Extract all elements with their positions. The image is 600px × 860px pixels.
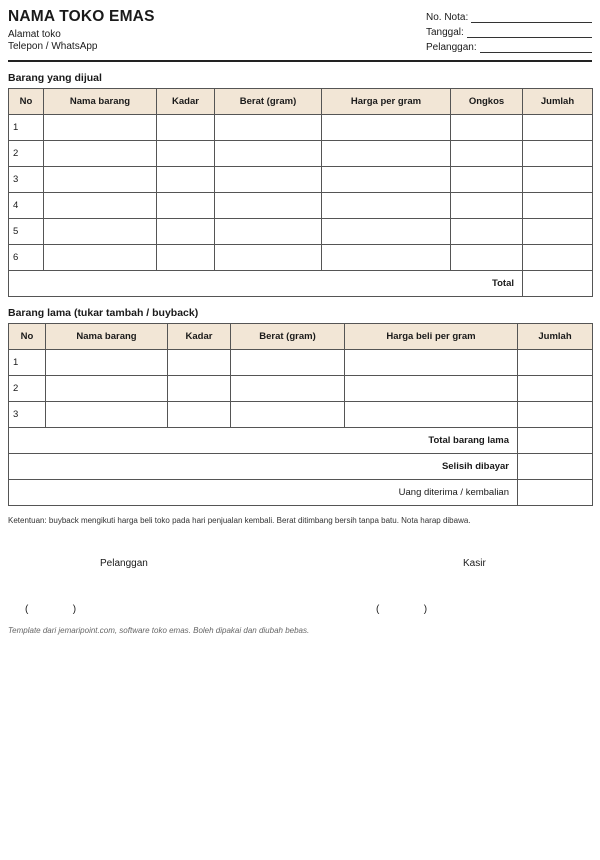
buyback-total-label: Total barang lama	[9, 428, 518, 454]
table-row	[9, 350, 593, 376]
receipt-meta	[426, 8, 592, 53]
row-number: 3	[9, 402, 46, 428]
cell-amount[interactable]	[518, 376, 593, 402]
shop-address: Alamat toko	[8, 29, 61, 40]
date-line	[467, 27, 592, 38]
cell-purity[interactable]	[157, 141, 215, 167]
cell-amount[interactable]	[523, 193, 593, 219]
cell-purity[interactable]	[157, 245, 215, 271]
table-row	[9, 141, 593, 167]
row-number: 4	[9, 193, 44, 219]
buyback-col-amount: Jumlah	[518, 324, 593, 350]
cell-amount[interactable]	[523, 141, 593, 167]
sales-col-fee: Ongkos	[451, 89, 523, 115]
buyback-table	[8, 323, 593, 506]
receipt-header	[8, 8, 592, 62]
cell-purity[interactable]	[157, 115, 215, 141]
note-number-label: No. Nota:	[426, 12, 469, 23]
difference-row	[9, 454, 593, 480]
sales-section-title: Barang yang dijual	[8, 72, 102, 84]
cell-weight[interactable]	[231, 350, 345, 376]
sales-table	[8, 88, 593, 297]
customer-line	[480, 42, 592, 53]
table-row	[9, 167, 593, 193]
receipt-page	[8, 8, 592, 525]
cell-price[interactable]	[322, 141, 451, 167]
buyback-col-item: Nama barang	[46, 324, 168, 350]
cell-fee[interactable]	[451, 115, 523, 141]
received-value[interactable]	[518, 480, 593, 506]
cell-amount[interactable]	[518, 402, 593, 428]
cell-item[interactable]	[46, 376, 168, 402]
difference-value[interactable]	[518, 454, 593, 480]
cell-weight[interactable]	[231, 402, 345, 428]
cell-item[interactable]	[46, 402, 168, 428]
cell-fee[interactable]	[451, 219, 523, 245]
sales-header-row	[9, 89, 593, 115]
customer-label: Pelanggan:	[426, 42, 477, 53]
buyback-col-weight: Berat (gram)	[231, 324, 345, 350]
note-number-field[interactable]	[426, 8, 592, 23]
sales-total-label: Total	[9, 271, 523, 297]
sales-total-row	[9, 271, 593, 297]
cell-purity[interactable]	[157, 219, 215, 245]
row-number: 2	[9, 376, 46, 402]
buyback-col-purity: Kadar	[168, 324, 231, 350]
customer-signature-label: Pelanggan	[100, 558, 148, 569]
cell-fee[interactable]	[451, 141, 523, 167]
cell-amount[interactable]	[518, 350, 593, 376]
cell-purity[interactable]	[157, 167, 215, 193]
cell-item[interactable]	[44, 245, 157, 271]
row-number: 6	[9, 245, 44, 271]
cell-item[interactable]	[44, 219, 157, 245]
customer-field[interactable]	[426, 38, 592, 53]
cell-price[interactable]	[322, 167, 451, 193]
cell-weight[interactable]	[231, 376, 345, 402]
cell-weight[interactable]	[215, 167, 322, 193]
row-number: 2	[9, 141, 44, 167]
cell-item[interactable]	[44, 167, 157, 193]
table-row	[9, 193, 593, 219]
cell-buy-price[interactable]	[345, 402, 518, 428]
cell-price[interactable]	[322, 115, 451, 141]
cell-price[interactable]	[322, 245, 451, 271]
table-row	[9, 402, 593, 428]
table-row	[9, 245, 593, 271]
buyback-col-no: No	[9, 324, 46, 350]
cell-weight[interactable]	[215, 115, 322, 141]
sales-col-weight: Berat (gram)	[215, 89, 322, 115]
cell-weight[interactable]	[215, 193, 322, 219]
cell-purity[interactable]	[168, 350, 231, 376]
shop-phone: Telepon / WhatsApp	[8, 41, 98, 52]
buyback-col-buy-price: Harga beli per gram	[345, 324, 518, 350]
row-number: 1	[9, 350, 46, 376]
received-label: Uang diterima / kembalian	[9, 480, 518, 506]
cashier-signature-line[interactable]: ( )	[376, 604, 428, 615]
buyback-total-value[interactable]	[518, 428, 593, 454]
row-number: 3	[9, 167, 44, 193]
buyback-header-row	[9, 324, 593, 350]
cell-amount[interactable]	[523, 219, 593, 245]
buyback-section-title: Barang lama (tukar tambah / buyback)	[8, 307, 199, 319]
row-number: 1	[9, 115, 44, 141]
sales-total-value[interactable]	[523, 271, 593, 297]
row-number: 5	[9, 219, 44, 245]
sales-col-amount: Jumlah	[523, 89, 593, 115]
cell-purity[interactable]	[168, 402, 231, 428]
sales-col-price-per-gram: Harga per gram	[322, 89, 451, 115]
sales-col-purity: Kadar	[157, 89, 215, 115]
cell-item[interactable]	[44, 193, 157, 219]
cell-buy-price[interactable]	[345, 376, 518, 402]
cashier-signature-label: Kasir	[463, 558, 486, 569]
cell-item[interactable]	[44, 141, 157, 167]
cell-price[interactable]	[322, 219, 451, 245]
date-field[interactable]	[426, 23, 592, 38]
cell-purity[interactable]	[157, 193, 215, 219]
note-number-line	[471, 12, 592, 23]
cell-item[interactable]	[46, 350, 168, 376]
cell-amount[interactable]	[523, 167, 593, 193]
cell-amount[interactable]	[523, 115, 593, 141]
customer-signature-line[interactable]: ( )	[25, 604, 77, 615]
cell-purity[interactable]	[168, 376, 231, 402]
cell-buy-price[interactable]	[345, 350, 518, 376]
table-row	[9, 376, 593, 402]
table-row	[9, 219, 593, 245]
cell-weight[interactable]	[215, 219, 322, 245]
cell-fee[interactable]	[451, 167, 523, 193]
cell-fee[interactable]	[451, 245, 523, 271]
buyback-total-row	[9, 428, 593, 454]
cell-item[interactable]	[44, 115, 157, 141]
table-row	[9, 115, 593, 141]
template-credit: Template dari jemaripoint.com, software toko emas. Boleh dipakai dan diubah bebas.	[8, 626, 310, 635]
cell-weight[interactable]	[215, 245, 322, 271]
cell-price[interactable]	[322, 193, 451, 219]
cell-weight[interactable]	[215, 141, 322, 167]
cell-amount[interactable]	[523, 245, 593, 271]
sales-col-no: No	[9, 89, 44, 115]
terms-note: Ketentuan: buyback mengikuti harga beli toko pada hari penjualan kembali. Berat ditimbang bersih tanpa batu. Nota harap dibawa.	[8, 516, 471, 525]
shop-name: NAMA TOKO EMAS	[8, 8, 155, 25]
cell-fee[interactable]	[451, 193, 523, 219]
received-row	[9, 480, 593, 506]
date-label: Tanggal:	[426, 27, 464, 38]
difference-label: Selisih dibayar	[9, 454, 518, 480]
sales-col-item: Nama barang	[44, 89, 157, 115]
